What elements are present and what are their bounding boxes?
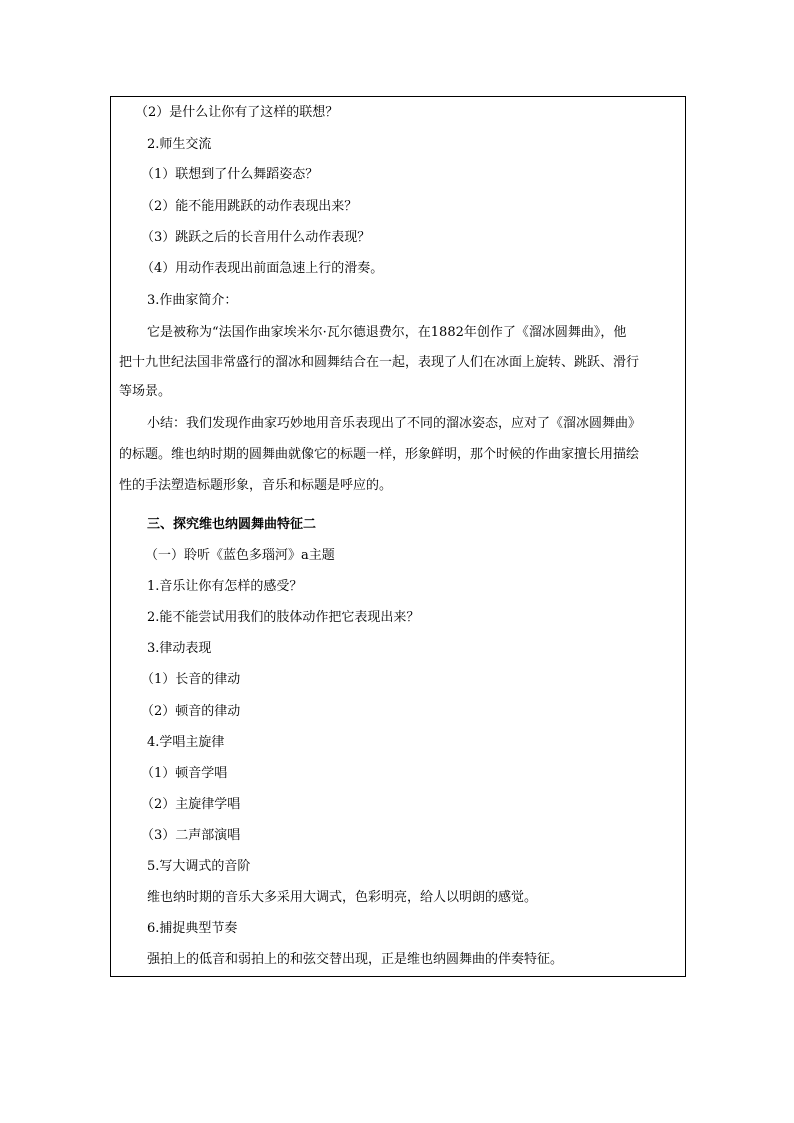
text-line: （2）能不能用跳跃的动作表现出来？ (141, 199, 358, 214)
section-heading: 2.师生交流 (147, 137, 212, 152)
text-line: （2）顿音的律动 (141, 704, 241, 719)
text-line: （3）二声部演唱 (141, 828, 241, 843)
text-line: 维也纳时期的音乐大多采用大调式，色彩明亮，给人以明朗的感觉。 (147, 890, 538, 905)
text-line: （1）顿音学唱 (141, 766, 228, 781)
text-line: 等场景。 (119, 384, 172, 399)
subsection-heading: （一）聆听《蓝色多瑙河》a主题 (145, 548, 335, 563)
text-line: （3）跳跃之后的长音用什么动作表现？ (141, 230, 371, 245)
text-line: （2）主旋律学唱 (141, 797, 241, 812)
section-title: 三、探究维也纳圆舞曲特征二 (147, 517, 317, 532)
section-heading: 6.捕捉典型节奏 (147, 921, 238, 936)
section-heading: 4.学唱主旋律 (147, 735, 225, 750)
summary-line: 性的手法塑造标题形象，音乐和标题是呼应的。 (119, 478, 393, 493)
text-line: （2）是什么让你有了这样的联想？ (135, 105, 339, 120)
text-line: （1）联想到了什么舞蹈姿态？ (141, 167, 319, 182)
text-line: 2.能不能尝试用我们的肢体动作把它表现出来？ (147, 610, 420, 625)
section-heading: 3.作曲家简介： (147, 293, 238, 308)
text-line: 它是被称为“法国作曲家埃米尔·瓦尔德退费尔，在1882年创作了《溜冰圆舞曲》，他 (147, 325, 627, 340)
document-table-cell (110, 96, 686, 977)
text-line: 把十九世纪法国非常盛行的溜冰和圆舞结合在一起，表现了人们在冰面上旋转、跳跃、滑行 (119, 355, 640, 370)
section-heading: 5.写大调式的音阶 (147, 859, 251, 874)
summary-line: 的标题。维也纳时期的圆舞曲就像它的标题一样，形象鲜明，那个时候的作曲家擅长用描绘 (119, 447, 640, 462)
text-line: （1）长音的律动 (141, 672, 241, 687)
summary-line: 小结：我们发现作曲家巧妙地用音乐表现出了不同的溜冰姿态，应对了《溜冰圆舞曲》 (147, 416, 642, 431)
text-line: （4）用动作表现出前面急速上行的滑奏。 (141, 261, 384, 276)
text-line: 强拍上的低音和弱拍上的和弦交替出现，正是维也纳圆舞曲的伴奏特征。 (147, 952, 564, 967)
text-line: 1.音乐让你有怎样的感受？ (147, 579, 303, 594)
section-heading: 3.律动表现 (147, 641, 212, 656)
